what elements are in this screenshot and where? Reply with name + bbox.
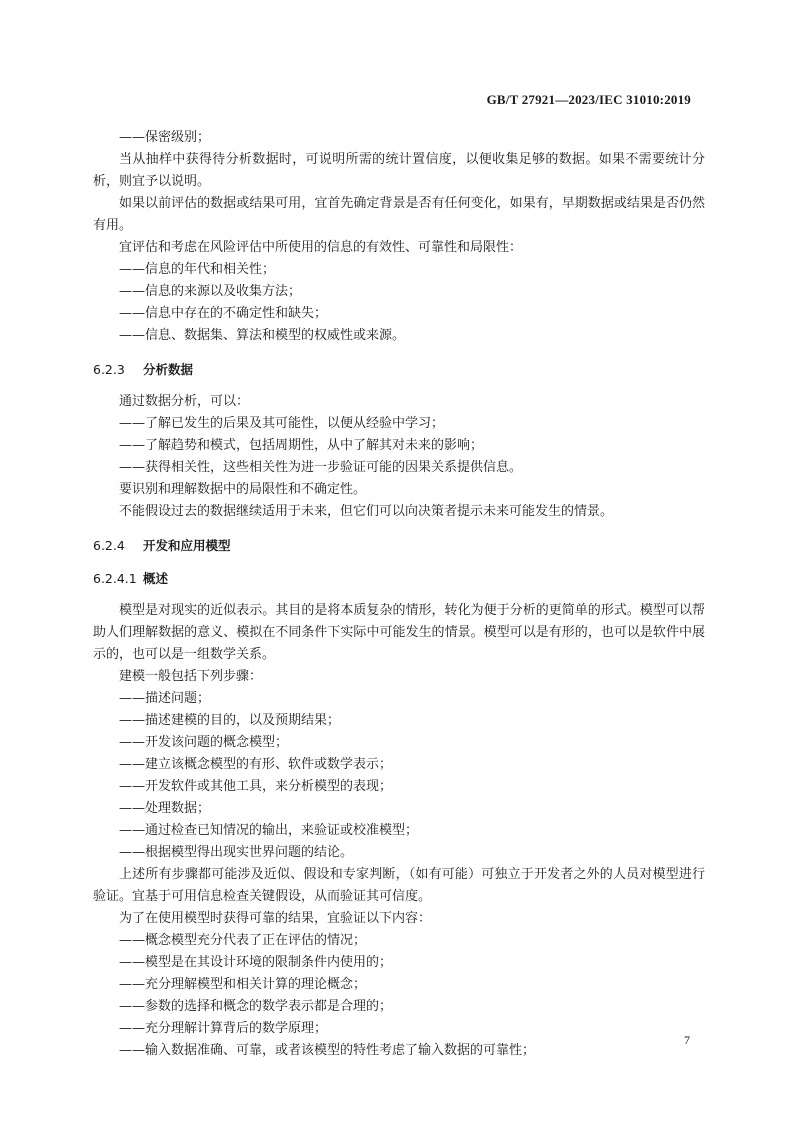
- paragraph: ——建立该概念模型的有形、软件或数学表示；: [119, 757, 393, 772]
- paragraph: ——获得相关性，这些相关性为进一步验证可能的因果关系提供信息。: [119, 460, 523, 475]
- paragraph: ——输入数据准确、可靠，或者该模型的特性考虑了输入数据的可靠性；: [119, 1043, 536, 1058]
- paragraph: ——保密级别；: [119, 130, 211, 145]
- paragraph: 宜评估和考虑在风险评估中所使用的信息的有效性、可靠性和局限性：: [119, 240, 523, 255]
- body-text: [93, 127, 705, 1062]
- section-heading: [93, 536, 705, 556]
- paragraph: 不能假设过去的数据继续适用于未来，但它们可以向决策者提示未来可能发生的情景。: [119, 504, 614, 519]
- paragraph: 当从抽样中获得待分析数据时，可说明所需的统计置信度，以便收集足够的数据。如果不需要统计分析，则宜予以说明。: [93, 152, 705, 189]
- paragraph: ——参数的选择和概念的数学表示都是合理的；: [119, 999, 393, 1014]
- paragraph: ——开发该问题的概念模型；: [119, 735, 289, 750]
- paragraph: 模型是对现实的近似表示。其目的是将本质复杂的情形，转化为便于分析的更简单的形式。模型可以帮助人们理解数据的意义、模拟在不同条件下实际中可能发生的情景。模型可以是有形的，也可以是软件中展示的，也可以是一组数学关系。: [93, 603, 705, 662]
- paragraph: ——描述建模的目的，以及预期结果；: [119, 713, 341, 728]
- paragraph: ——充分理解模型和相关计算的理论概念；: [119, 977, 367, 992]
- paragraph: ——了解已发生的后果及其可能性，以便从经验中学习；: [119, 416, 445, 431]
- paragraph: ——处理数据；: [119, 801, 211, 816]
- paragraph: ——信息、数据集、算法和模型的权威性或来源。: [119, 328, 406, 343]
- paragraph: ——信息中存在的不确定性和缺失；: [119, 306, 328, 321]
- section-title: 开发和应用模型: [143, 538, 231, 553]
- paragraph: 上述所有步骤都可能涉及近似、假设和专家判断，（如有可能）可独立于开发者之外的人员对模型进行验证。宜基于可用信息检查关键假设，从而验证其可信度。: [93, 867, 705, 904]
- paragraph: 建模一般包括下列步骤：: [119, 669, 263, 684]
- paragraph: ——信息的来源以及收集方法；: [119, 284, 302, 299]
- section-title: 分析数据: [143, 362, 194, 377]
- paragraph: 要识别和理解数据中的局限性和不确定性。: [119, 482, 367, 497]
- paragraph: 通过数据分析，可以：: [119, 394, 250, 409]
- section-heading: [93, 360, 705, 380]
- standard-number-header: GB/T 27921—2023/IEC 31010:2019: [486, 92, 691, 107]
- section-number: 6.2.4.1: [93, 571, 137, 586]
- paragraph: 为了在使用模型时获得可靠的结果，宜验证以下内容：: [119, 911, 432, 926]
- paragraph: ——通过检查已知情况的输出，来验证或校准模型；: [119, 823, 419, 838]
- paragraph: ——开发软件或其他工具，来分析模型的表现；: [119, 779, 393, 794]
- page-number: 7: [684, 1033, 690, 1047]
- paragraph: ——了解趋势和模式，包括周期性，从中了解其对未来的影响；: [119, 438, 484, 453]
- paragraph: ——概念模型充分代表了正在评估的情况；: [119, 933, 367, 948]
- section-number: 6.2.3: [93, 362, 125, 377]
- section-heading: [93, 569, 705, 589]
- section-title: 概述: [143, 571, 169, 586]
- paragraph: ——信息的年代和相关性；: [119, 262, 276, 277]
- paragraph: ——充分理解计算背后的数学原理；: [119, 1021, 328, 1036]
- paragraph: ——根据模型得出现实世界问题的结论。: [119, 845, 354, 860]
- paragraph: ——描述问题；: [119, 691, 211, 706]
- paragraph: 如果以前评估的数据或结果可用，宜首先确定背景是否有任何变化，如果有，早期数据或结果是否仍然有用。: [93, 196, 705, 233]
- section-number: 6.2.4: [93, 538, 125, 553]
- paragraph: ——模型是在其设计环境的限制条件内使用的；: [119, 955, 393, 970]
